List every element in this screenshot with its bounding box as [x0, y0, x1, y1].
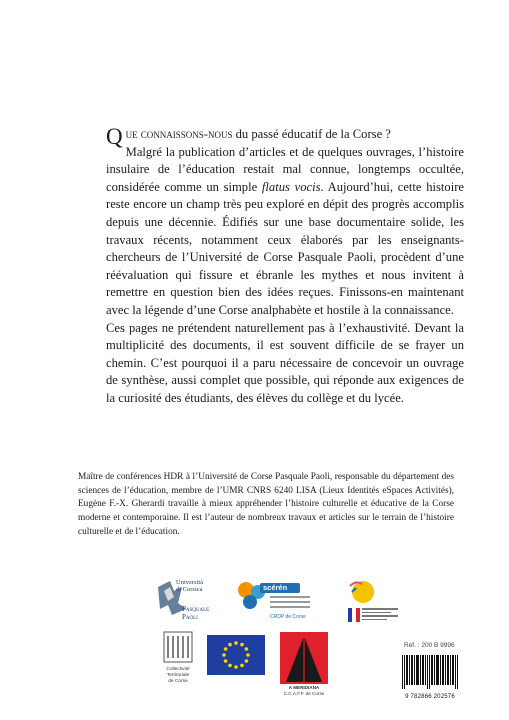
universita-line2: di Corsica — [176, 586, 203, 593]
author-bio: Maître de conférences HDR à l’Université de Corse Pasquale Paoli, responsable du département des sciences de l’éducation, membre de l’UMR CNRS 6240 LISA (Lieux Identités eSpaces Activités), Eugène F.-X. Gherardi travaille à mieux appréhender l’histoire culturelle et éducative de la Corse moderne et contemporaine. Il est l’auteur de nombreux travaux et articles sur le terrain de l’histoire culturelle et de l’éducation. — [78, 472, 454, 537]
p1-italic: flatus vocis — [261, 179, 321, 194]
meridiana-line2: C.C.A.F.F. de Corse — [283, 690, 325, 696]
eu-flag-icon — [207, 635, 265, 675]
barcode — [400, 653, 460, 699]
meridiana-line1: A MERIDIANA — [288, 685, 320, 690]
lead-rest: du passé éducatif de la Corse ? — [232, 127, 391, 141]
ctc-line1: Collectivité — [166, 667, 190, 672]
description-text — [106, 126, 464, 408]
intro-paragraph — [106, 126, 464, 320]
sceren-logo — [236, 580, 326, 624]
universita-line4: Paoli — [182, 613, 198, 621]
p1-part-b: . Aujourd’hui, cette histoire reste encore un champ très peu exploré en dépit des progrès accomplis depuis une décennie. Édifiés sur une base documentaire solide, les travaux récents, notamment ceux élaborés par les enseignants-chercheurs de l’Université de Corse Pasquale Paoli, procèdent d’une réévaluation qui fissure et ébranle les mythes et nous invitent à remettre en question bien des idées reçues. Finissons-en maintenant avec la légende d’une Corse analphabète et hostile à la connaissance. — [106, 179, 464, 317]
p1-part-a: Malgré la publication d’articles et de quelques ouvrages, l’histoire insulaire de l’éducation restait mal connue, longtemps occultée, considérée comme un simple — [106, 144, 464, 194]
marianne-flag-icon — [348, 608, 360, 622]
universita-line3: Pasquale — [182, 605, 210, 613]
academie-emblem-icon — [346, 578, 376, 608]
ctc-line2: Territoriale — [166, 673, 190, 678]
ctc-logo — [156, 630, 200, 690]
reference-number: Réf. : 200 B 9996 — [404, 642, 455, 649]
meridiana-logo — [280, 632, 328, 696]
sceren-name: scérén — [263, 583, 288, 592]
drop-cap: Q — [106, 124, 123, 149]
ctc-emblem-icon — [162, 630, 194, 664]
sceren-caption: CRDP de Corse — [270, 614, 306, 620]
meridiana-emblem-icon — [280, 632, 328, 684]
isbn-number: 9 782866 202576 — [405, 694, 455, 700]
universita-line1: Università — [176, 579, 204, 586]
barcode-icon — [400, 653, 460, 691]
universita-logo — [152, 577, 222, 625]
eu-flag-logo — [207, 635, 265, 675]
lead-smallcaps: ue connaissons-nous — [125, 127, 233, 141]
ctc-line3: de Corse — [168, 679, 188, 684]
second-paragraph: Ces pages ne prétendent naturellement pas à l’exhaustivité. Devant la multiplicité des documents, il est souvent difficile de se frayer un chemin. C’est pourquoi il a paru nécessaire de concevoir un ouvrage de synthèse, aussi complet que possible, qui réponde aux exigences de la curiosité des étudiants, des élèves du collège et du lycée. — [106, 320, 464, 405]
academie-logo — [344, 578, 414, 624]
